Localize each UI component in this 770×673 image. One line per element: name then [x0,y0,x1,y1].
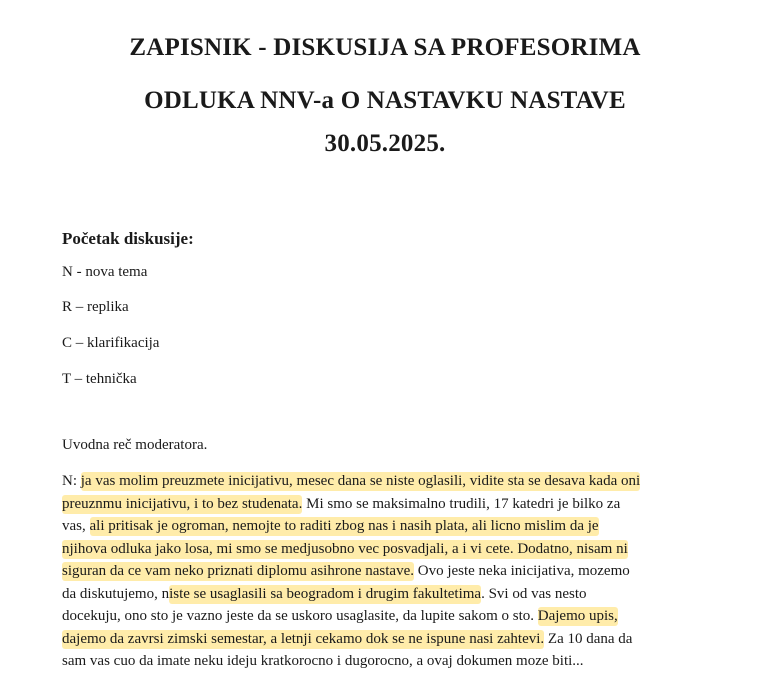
paragraph-text: da diskutujemo, n [62,585,170,602]
document-title-line-2: ODLUKA NNV-a O NASTAVKU NASTAVE [144,87,626,114]
legend-item-technical: T – tehnička [62,371,137,387]
paragraph-line [62,538,712,561]
paragraph-text: vas, [62,518,90,534]
document-date: 30.05.2025. [324,130,446,157]
legend-item-reply: R – replika [62,299,129,315]
highlighted-text: njihova odluka jako losa, mi smo se medjusobno vec posvadjali, a i vi cete. Dodatno, nisam ni [62,540,628,557]
paragraph-text: Za 10 dana da [544,630,633,647]
paragraph-text: Mi smo se maksimalno trudili, 17 katedri je bilko za [302,495,621,512]
paragraph-line [62,605,712,628]
paragraph-line [62,470,712,493]
paragraph-text: sam vas cuo da imate neku ideju kratkorocno i dugorocno, a ovaj dokumen moze biti... [62,653,584,669]
document-title-line-1: ZAPISNIK - DISKUSIJA SA PROFESORIMA [129,34,641,61]
highlighted-text: ali pritisak je ogroman, nemojte to raditi zbog nas i nasih plata, ali licno mislim da je [89,518,599,534]
highlighted-text: iste se usaglasili sa beogradom i drugim fakultetima [169,585,482,602]
highlighted-text: preuznmu inicijativu, i to bez studenata. [62,495,303,512]
highlighted-text: siguran da ce vam neko priznati diplomu asihrone nastave. [62,563,414,579]
legend-item-new-topic: N - nova tema [62,264,148,280]
discussion-paragraph [62,470,712,673]
moderator-intro: Uvodna reč moderatora. [62,437,208,453]
paragraph-line [62,628,712,651]
paragraph-line [62,650,712,673]
paragraph-text: docekuju, ono sto je vazno jeste da se uskoro usaglasite, da lupite sakom o sto. [62,608,538,624]
legend-item-clarification: C – klarifikacija [62,335,160,351]
highlighted-text: Dajemo upis, [537,608,618,624]
paragraph-line [62,515,712,538]
highlighted-text: ja vas molim preuzmete inicijativu, mesec dana se niste oglasili, vidite sta se desava kada oni [80,473,641,489]
paragraph-text: Ovo jeste neka inicijativa, mozemo [413,563,630,579]
section-heading: Početak diskusije: [62,229,194,248]
paragraph-text: N: [62,473,81,489]
paragraph-line [62,493,712,516]
paragraph-text: . Svi od vas nesto [481,585,587,602]
paragraph-line [62,583,712,606]
paragraph-line [62,560,712,583]
highlighted-text: dajemo da zavrsi zimski semestar, a letnji cekamo dok se ne ispune nasi zahtevi. [62,630,545,647]
